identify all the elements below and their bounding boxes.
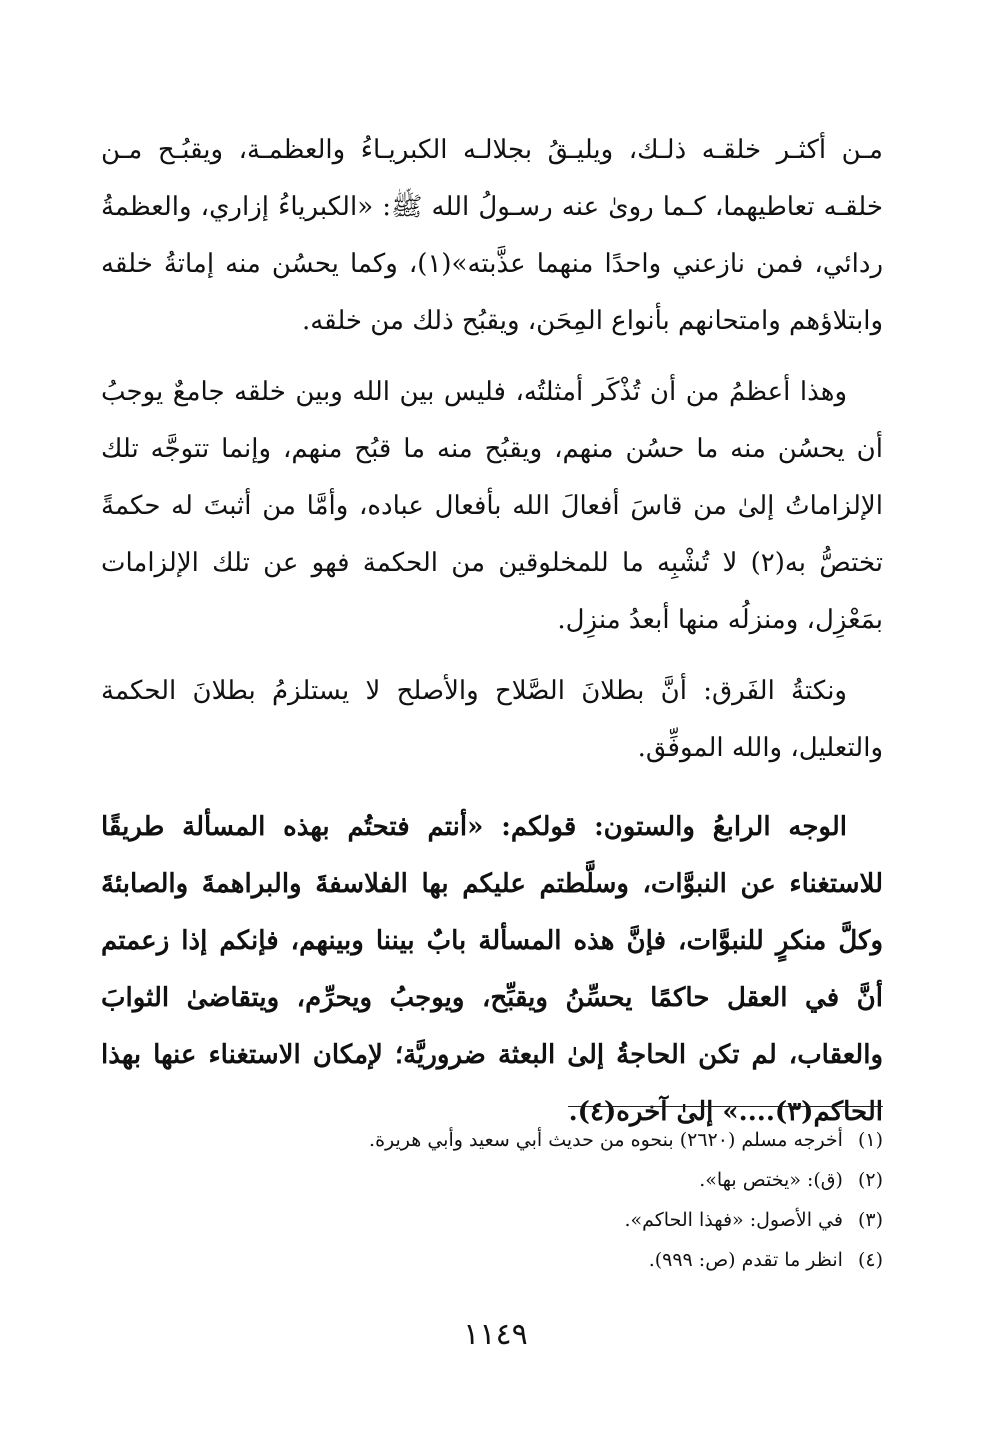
footnote-4 [101,1240,883,1280]
paragraph-3: ونكتةُ الفَرق: أنَّ بطلانَ الصَّلاح والأصلح لا يستلزمُ بطلانَ الحكمة والتعليل، والله الموفِّق. [101,676,883,763]
footnote-number: (٣) [857,1209,883,1231]
footnote-number: (٤) [857,1249,883,1271]
footnote-3 [101,1200,883,1240]
page-number: ١١٤٩ [463,1317,528,1352]
footnote-number: (٢) [857,1169,883,1191]
footnote-1 [101,1120,883,1160]
paragraph-4: الوجه الرابعُ والستون: قولكم: «أنتم فتحتُم بهذه المسألة طريقًا للاستغناء عن النبوَّات، وسلَّطتم عليكم بها الفلاسفةَ والبراهمةَ والصابئةَ وكلَّ منكرٍ للنبوَّات، فإنَّ هذه المسألة بابٌ بيننا وبينهم، فإنكم إذا زعمتم أنَّ في العقل حاكمًا يحسِّنُ ويقبِّح، ويوجبُ ويحرِّم، ويتقاضىٰ الثوابَ والعقاب، لم تكن الحاجةُ إلىٰ البعثة ضروريَّة؛ لإمكان الاستغناء عنها بهذا الحاكم(٣)....» إلىٰ آخره(٤). [101,812,883,1127]
footnote-text: في الأصول: «فهذا الحاكم». [624,1209,843,1231]
paragraph-1: مـن أكثـر خلقـه ذلـك، ويليـقُ بجلالـه الكبريـاءُ والعظمـة، ويقبُـح مـن خلقـه تعاطيهما، كـما روىٰ عنه رسـولُ الله ﷺ: «الكبرياءُ إزاري، والعظمةُ ردائي، فمن نازعني واحدًا منهما عذَّبته»(١)، وكما يحسُن منه إماتةُ خلقه وابتلاؤهم وامتحانهم بأنواع المِحَن، ويقبُح ذلك من خلقه. [101,135,883,336]
paragraph-2: وهذا أعظمُ من أن تُذْكَر أمثلتُه، فليس بين الله وبين خلقه جامعٌ يوجبُ أن يحسُن منه ما حسُن منهم، ويقبُح منه ما قبُح منهم، وإنما تتوجَّه تلك الإلزاماتُ إلىٰ من قاسَ أفعالَ الله بأفعال عباده، وأمَّا من أثبتَ له حكمةً تختصُّ به(٢) لا تُشْبِه ما للمخلوقين من الحكمة فهو عن تلك الإلزامات بمَعْزِل، ومنزلُه منها أبعدُ منزِل. [101,377,883,635]
footnote-2 [101,1160,883,1200]
footnote-text: أخرجه مسلم (٢٦٢٠) بنحوه من حديث أبي سعيد وأبي هريرة. [369,1129,843,1151]
footnotes [101,1120,883,1280]
footnote-separator [568,1106,883,1107]
footnote-number: (١) [857,1129,883,1151]
footnote-text: انظر ما تقدم (ص: ٩٩٩). [648,1249,843,1271]
main-text [101,122,883,1155]
footnote-text: (ق): «يختص بها». [699,1169,843,1191]
